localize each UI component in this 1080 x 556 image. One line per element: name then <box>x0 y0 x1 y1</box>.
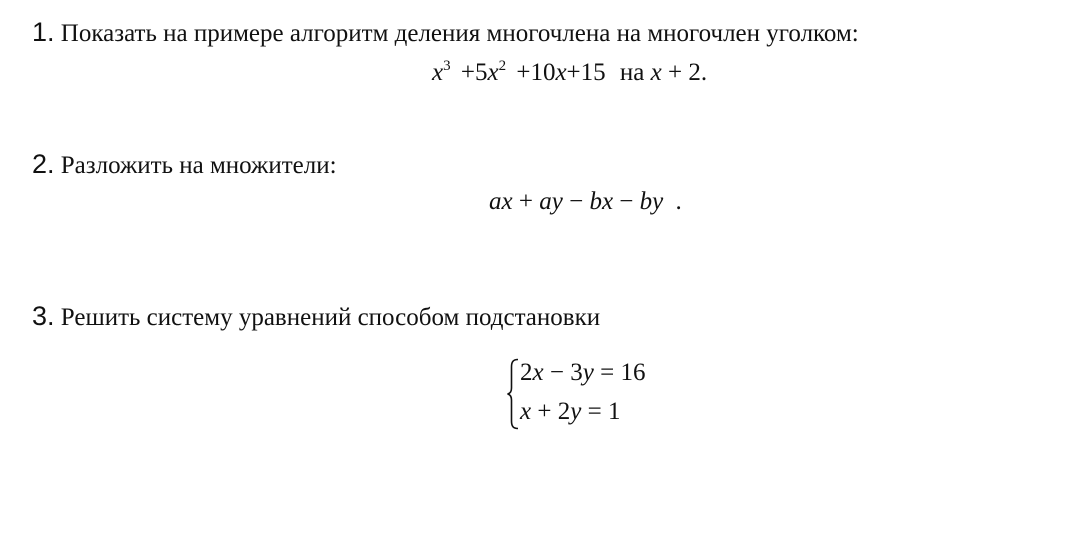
task-3-number: 3. <box>32 301 55 331</box>
eq1-x: x <box>532 359 544 386</box>
system-equation-2 <box>520 399 620 424</box>
eq2-x: x <box>520 398 532 425</box>
formula-2-x2: x <box>601 188 614 215</box>
eq1-minus: − <box>549 359 564 386</box>
eq2-plus: + <box>537 398 552 425</box>
task-3-text: Решить систему уравнений способом подстановки <box>60 304 601 331</box>
eq2-coef-y: 2 <box>557 398 571 425</box>
formula-1-coef10: 10 <box>530 59 556 86</box>
formula-1-x2: x <box>487 59 499 86</box>
eq2-rhs: 1 <box>607 398 621 425</box>
eq2-y: y <box>570 398 582 425</box>
task-1-number: 1. <box>32 17 55 47</box>
eq1-y: y <box>582 359 594 386</box>
system-equation-1 <box>520 360 645 385</box>
formula-1-exp3: 3 <box>443 58 451 74</box>
formula-1-plus: + <box>460 59 475 86</box>
formula-1-x: x <box>432 59 444 86</box>
task-2-number: 2. <box>32 149 55 179</box>
formula-1-exp2: 2 <box>498 58 507 74</box>
eq1-coef-x: 2 <box>520 359 533 386</box>
formula-2-a2: a <box>539 188 552 215</box>
formula-1-divisor-plus: + <box>668 59 683 86</box>
formula-polynomial-division <box>432 60 707 85</box>
eq1-coef-y: 3 <box>570 359 583 386</box>
eq1-equals: = <box>600 359 615 386</box>
formula-2-b2: b <box>639 188 653 215</box>
formula-2-a1: a <box>489 188 502 215</box>
formula-1-coef5: 5 <box>474 59 488 86</box>
eq2-equals: = <box>587 398 602 425</box>
formula-1-divisor-x: x <box>650 59 662 86</box>
task-2-text: Разложить на множители: <box>60 152 337 179</box>
formula-1-plus2: + <box>516 59 531 86</box>
task-2-heading <box>32 151 337 178</box>
formula-2-minus1: − <box>569 188 584 215</box>
formula-1-x3: x <box>555 59 567 86</box>
formula-1-plus3: + <box>566 59 581 86</box>
formula-1-const15: 15 <box>580 59 606 86</box>
task-3-heading <box>32 303 600 330</box>
formula-1-word-na: на <box>619 59 645 86</box>
system-brace <box>506 358 520 430</box>
formula-2-minus2: − <box>619 188 634 215</box>
formula-2-y1: y <box>551 188 563 215</box>
formula-1-divisor-const: 2 <box>688 59 701 86</box>
formula-2-y2: y <box>652 188 664 215</box>
formula-2-plus: + <box>518 188 533 215</box>
formula-2-b1: b <box>589 188 602 215</box>
formula-2-period: . <box>675 188 682 215</box>
formula-factorization <box>489 189 682 214</box>
task-1-text: Показать на примере алгоритм деления многочлена на многочлен уголком: <box>60 20 859 47</box>
formula-1-period: . <box>700 59 708 86</box>
formula-2-x1: x <box>501 188 513 215</box>
task-1-heading <box>32 19 859 46</box>
eq1-rhs: 16 <box>620 359 646 386</box>
